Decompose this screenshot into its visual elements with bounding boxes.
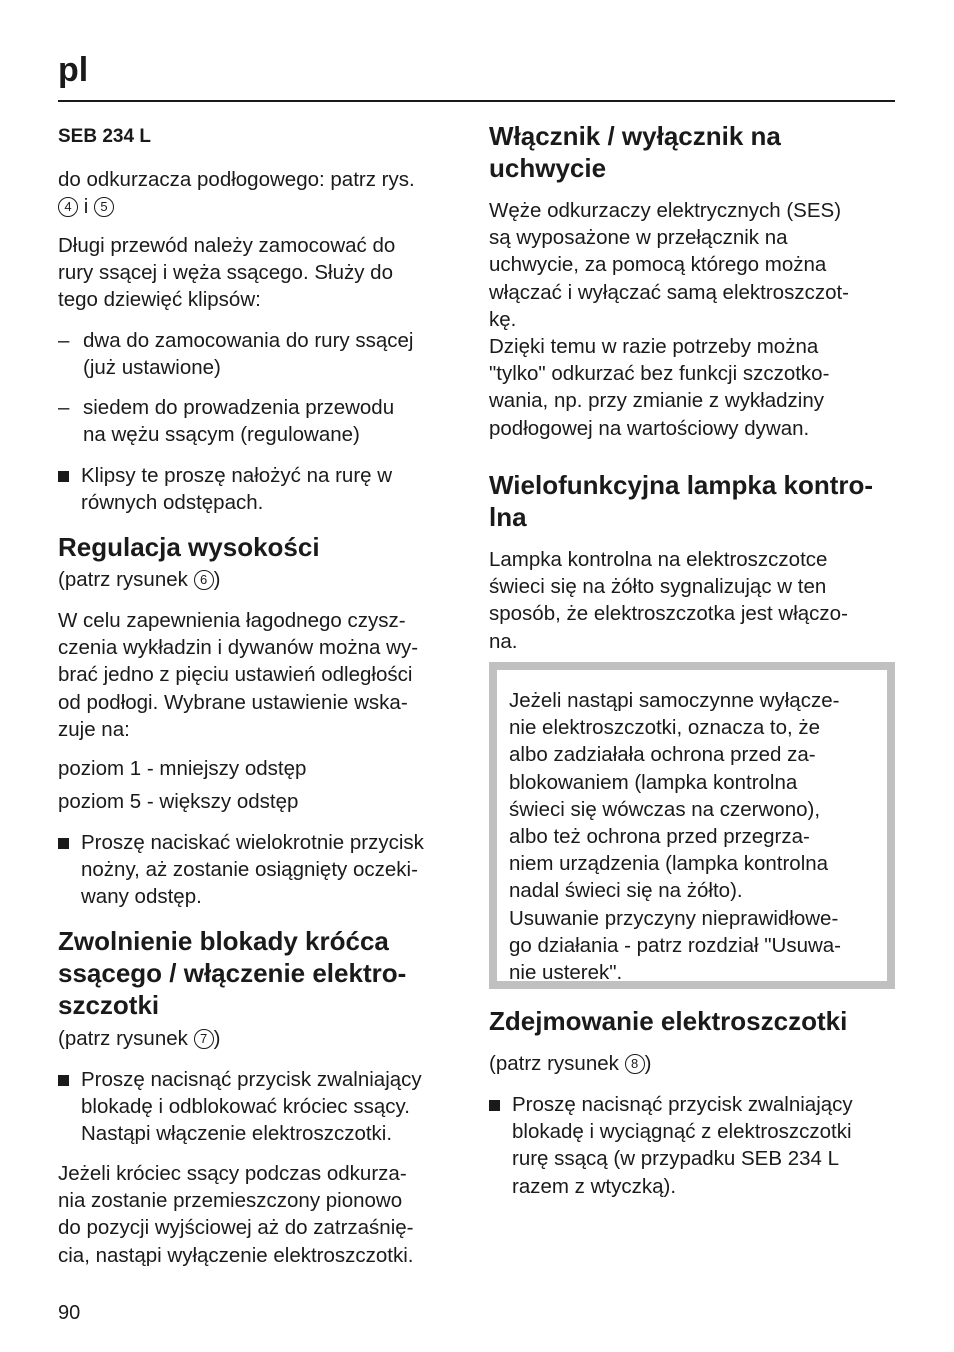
release-ref: (patrz rysunek 7 )	[58, 1027, 221, 1050]
page-number: 90	[58, 1302, 81, 1324]
height-heading: Regulacja wysokości	[58, 532, 320, 562]
seb-title: SEB 234 L	[58, 126, 151, 147]
warning-note-box	[489, 662, 895, 989]
level-5-text: poziom 5 - większy odstęp	[58, 790, 299, 813]
height-ref: (patrz rysunek 6 )	[58, 568, 221, 591]
lamp-heading: Wielofunkcyjna lampka kontro- lna	[489, 470, 874, 532]
figure-5-ref: 5	[94, 197, 114, 217]
dash-item: – siedem do prowadzenia przewodu na wężu ssącym (regulowane)	[58, 396, 395, 447]
header-rule	[58, 100, 895, 102]
seb-ref: do odkurzacza podłogowego: patrz rys. 4 i 5	[58, 168, 415, 219]
bullet-item-clips: Klipsy te proszę nałożyć na rurę w równych odstępach.	[58, 462, 392, 516]
bullet-item-remove: Proszę nacisnąć przycisk zwalniający blokadę i wyciągnąć z elektroszczotki rurę ssącą (w przypadku SEB 234 L razem z wtyczką).	[489, 1091, 853, 1200]
switch-paragraph: Węże odkurzaczy elektrycznych (SES) są wyposażone w przełącznik na uchwycie, za pomocą którego można włączać i wyłączać samą elektroszczot- kę. Dzięki temu w razie potrzeby można "tylko" odkurzać bez funkcji szczotko- wania, np. przy zmianie z wykładziny podłogowej na wartościowy dywan.	[489, 199, 849, 440]
release-heading: Zwolnienie blokady króćca ssącego / włączenie elektro- szczotki	[58, 926, 407, 1020]
remove-ref: (patrz rysunek 8 )	[489, 1052, 652, 1075]
figure-8-ref: 8	[625, 1054, 645, 1074]
bullet-item-height: Proszę naciskać wielokrotnie przycisk nożny, aż zostanie osiągnięty oczeki- wany odstęp.	[58, 829, 424, 911]
remove-heading: Zdejmowanie elektroszczotki	[489, 1006, 848, 1036]
square-bullet-icon	[58, 1075, 69, 1086]
switch-heading: Włącznik / wyłącznik na uchwycie	[489, 121, 781, 183]
height-paragraph: W celu zapewnienia łagodnego czysz- czenia wykładzin i dywanów można wy- brać jedno z pięciu ustawień odległości od podłogi. Wybrane ustawienie wska- zuje na:	[58, 609, 419, 741]
square-bullet-icon	[58, 471, 69, 482]
dash-marker: –	[58, 329, 70, 352]
bullet-item-release: Proszę nacisnąć przycisk zwalniający blokadę i odblokować króciec ssący. Nastąpi włączenie elektroszczotki.	[58, 1066, 422, 1148]
lamp-paragraph: Lampka kontrolna na elektroszczotce świeci się na żółto sygnalizując w ten sposób, że elektroszczotka jest włączo- na.	[489, 548, 848, 653]
warning-note-content: Jeżeli nastąpi samoczynne wyłącze- nie elektroszczotki, oznacza to, że albo zadziałała ochrona przed za- blokowaniem (lampka kontrolna świeci się wówczas na czerwono), albo też ochrona przed przegrza- niem urządzenia (lampka kontrolna nadal świeci się na żółto). Usuwanie przyczyny nieprawidłowe- go działania - patrz rozdział "Usuwa- nie usterek".	[497, 670, 887, 981]
dash-item: – dwa do zamocowania do rury ssącej (już ustawione)	[58, 329, 414, 380]
square-bullet-icon	[58, 838, 69, 849]
dash-marker: –	[58, 396, 70, 419]
language-code: pl	[58, 51, 89, 89]
release-paragraph: Jeżeli króciec ssący podczas odkurza- nia zostanie przemieszczony pionowo do pozycji wyjściowej aż do zatrzaśnię- cia, nastąpi wyłączenie elektroszczotki.	[58, 1162, 414, 1267]
figure-6-ref: 6	[194, 570, 214, 590]
figure-4-ref: 4	[58, 197, 78, 217]
seb-paragraph: Długi przewód należy zamocować do rury ssącej i węża ssącego. Służy do tego dziewięć klipsów:	[58, 234, 396, 312]
level-1-text: poziom 1 - mniejszy odstęp	[58, 757, 307, 780]
figure-7-ref: 7	[194, 1029, 214, 1049]
square-bullet-icon	[489, 1100, 500, 1111]
